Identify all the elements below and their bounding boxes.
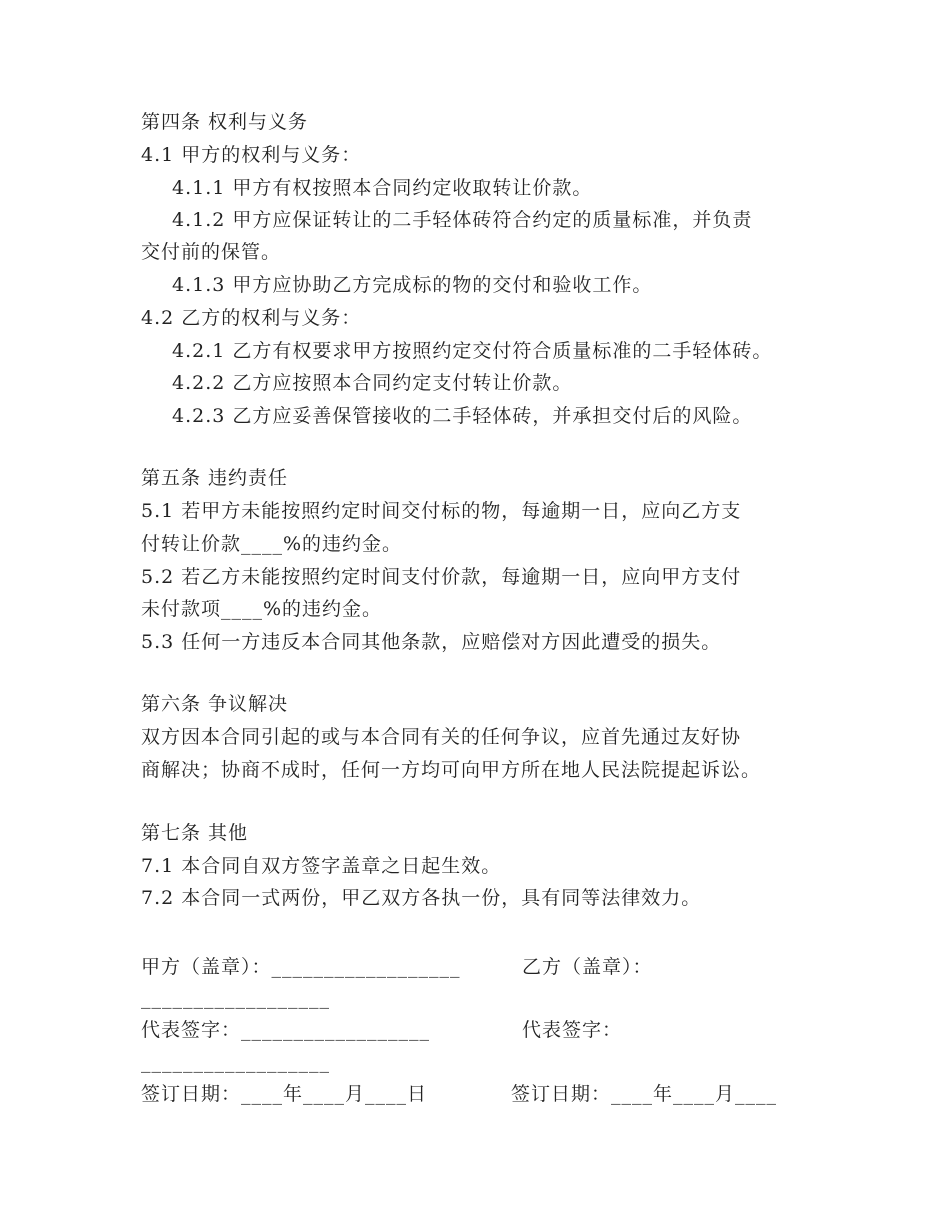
article7-heading: 第七条 其他 <box>141 822 249 844</box>
party-b-seal-line: __________________ <box>141 987 330 1009</box>
clause-7-2: 7.2 本合同一式两份，甲乙双方各执一份，具有同等法律效力。 <box>141 887 702 909</box>
clause-5-1-cont: 付转让价款____%的违约金。 <box>141 533 403 555</box>
clause-5-2: 5.2 若乙方未能按照约定时间支付价款，每逾期一日，应向甲方支付 <box>141 566 742 588</box>
clause-4-1-3: 4.1.3 甲方应协助乙方完成标的物的交付和验收工作。 <box>172 274 653 296</box>
party-b-seal: 乙方（盖章）： <box>522 956 653 978</box>
clause-5-3: 5.3 任何一方违反本合同其他条款，应赔偿对方因此遭受的损失。 <box>141 631 722 653</box>
party-b-representative: 代表签字： <box>522 1019 623 1041</box>
article6-heading: 第六条 争议解决 <box>141 693 289 715</box>
clause-7-1: 7.1 本合同自双方签字盖章之日起生效。 <box>141 855 502 877</box>
clause-5-1: 5.1 若甲方未能按照约定时间交付标的物，每逾期一日，应向乙方支 <box>141 500 742 522</box>
clause-5-2-cont: 未付款项____%的违约金。 <box>141 598 383 620</box>
article4-heading: 第四条 权利与义务 <box>141 111 309 133</box>
clause-4-2-1: 4.2.1 乙方有权要求甲方按照约定交付符合质量标准的二手轻体砖。 <box>172 340 773 362</box>
party-b-representative-line: __________________ <box>141 1051 330 1073</box>
clause-4-1-2: 4.1.2 甲方应保证转让的二手轻体砖符合约定的质量标准，并负责 <box>172 209 753 231</box>
party-b-sign-date: 签订日期：____年____月____ <box>511 1083 778 1105</box>
clause-6-text-cont: 商解决；协商不成时，任何一方均可向甲方所在地人民法院提起诉讼。 <box>141 759 762 781</box>
clause-4-1: 4.1 甲方的权利与义务： <box>141 144 362 166</box>
article5-heading: 第五条 违约责任 <box>141 467 289 489</box>
party-a-representative: 代表签字：__________________ <box>141 1019 431 1041</box>
party-a-seal: 甲方（盖章）：__________________ <box>141 956 461 978</box>
clause-4-2: 4.2 乙方的权利与义务： <box>141 307 362 329</box>
clause-4-2-2: 4.2.2 乙方应按照本合同约定支付转让价款。 <box>172 372 573 394</box>
party-a-sign-date: 签订日期：____年____月____日 <box>141 1083 428 1105</box>
clause-4-2-3: 4.2.3 乙方应妥善保管接收的二手轻体砖，并承担交付后的风险。 <box>172 405 753 427</box>
clause-6-text: 双方因本合同引起的或与本合同有关的任何争议，应首先通过友好协 <box>141 726 742 748</box>
clause-4-1-1: 4.1.1 甲方有权按照本合同约定收取转让价款。 <box>172 177 593 199</box>
clause-4-1-2-cont: 交付前的保管。 <box>141 241 282 263</box>
